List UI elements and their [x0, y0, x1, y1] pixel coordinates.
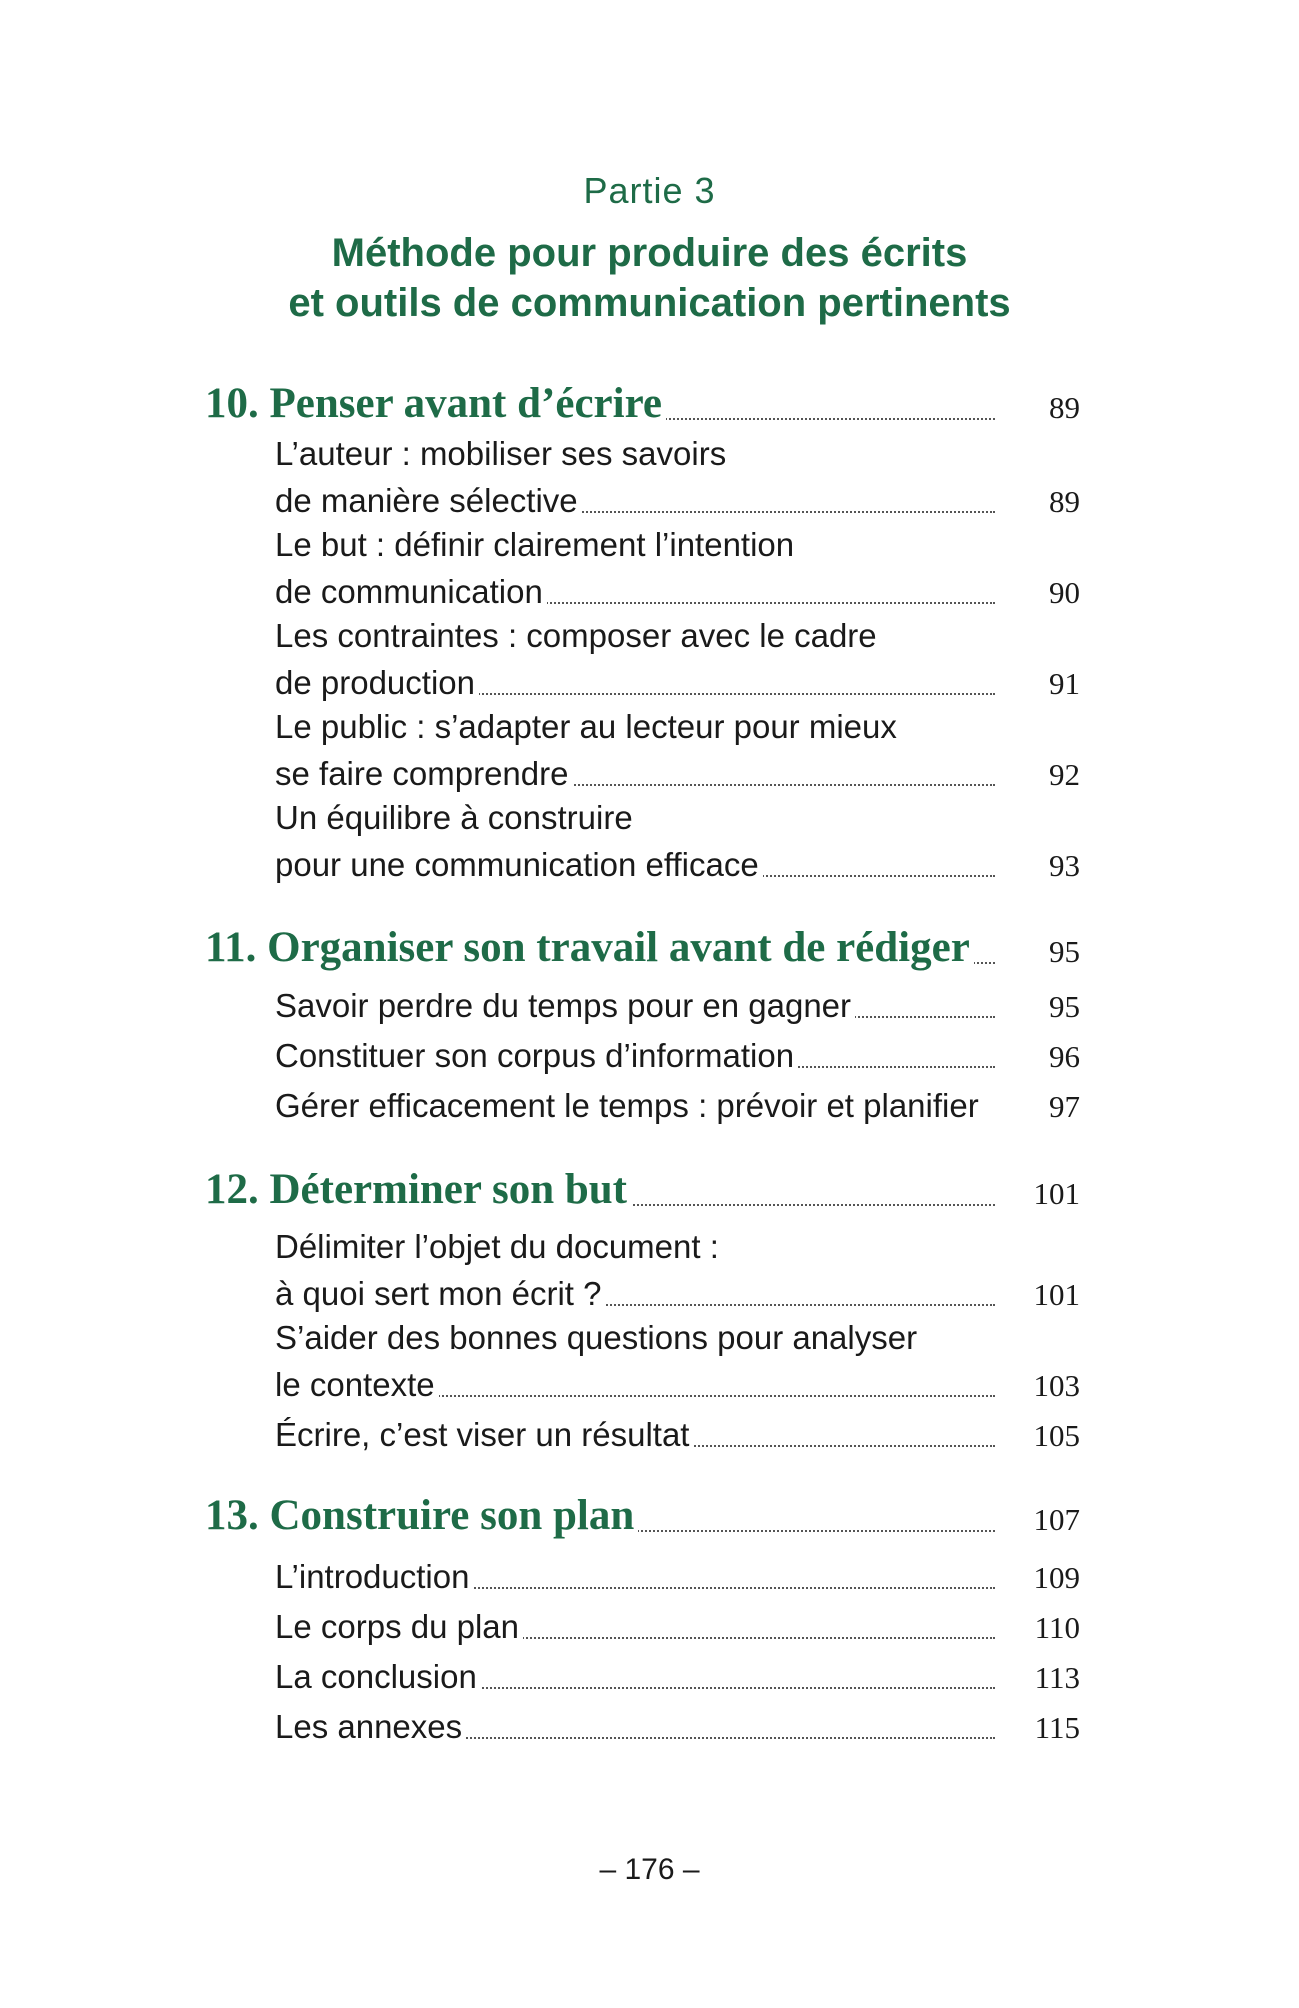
- entry-title-line-1: Délimiter l’objet du document :: [275, 1228, 719, 1265]
- entry-page-number: 93: [1049, 848, 1080, 883]
- toc-entry[interactable]: [275, 1654, 1080, 1696]
- entry-page-number: 97: [1049, 1089, 1080, 1124]
- entry-page-number: 110: [1034, 1610, 1080, 1645]
- chapter-page-number: 101: [1033, 1176, 1080, 1211]
- entry-page-number: 109: [1033, 1560, 1080, 1595]
- entry-title-line-1: S’aider des bonnes questions pour analyser: [275, 1319, 918, 1356]
- chapter-number: 10.: [205, 380, 259, 427]
- chapter-number: 13.: [205, 1492, 259, 1539]
- toc-entry[interactable]: [275, 1412, 1080, 1454]
- chapter-title: Déterminer son but: [269, 1166, 628, 1213]
- entry-page-number: 115: [1034, 1710, 1080, 1745]
- toc-entry[interactable]: [275, 983, 1080, 1025]
- entry-page-number: 95: [1049, 989, 1080, 1024]
- entry-page-number: 96: [1049, 1039, 1080, 1074]
- toc-entry[interactable]: [275, 1604, 1080, 1646]
- entry-title-line-1: Un équilibre à construire: [275, 799, 633, 836]
- chapter-number: 12.: [205, 1166, 259, 1213]
- chapter-13-heading[interactable]: [205, 1490, 1080, 1540]
- entry-page-number: 92: [1049, 757, 1080, 792]
- entry-page-number: 103: [1033, 1368, 1080, 1403]
- chapter-page-number: 89: [1049, 390, 1080, 425]
- toc-entry[interactable]: [275, 799, 1080, 884]
- toc-entry[interactable]: [275, 1704, 1080, 1746]
- entry-title-line-2: de communication: [275, 573, 547, 611]
- chapter-11-heading[interactable]: [205, 922, 1080, 972]
- toc-entry[interactable]: [275, 1554, 1080, 1596]
- chapter-page-number: 95: [1049, 934, 1080, 969]
- part-title-line-1: Méthode pour produire des écrits: [331, 231, 968, 275]
- entry-page-number: 90: [1049, 575, 1080, 610]
- chapter-10-heading[interactable]: [205, 378, 1080, 428]
- toc-entry[interactable]: [275, 1033, 1080, 1075]
- entry-page-number: 91: [1049, 666, 1080, 701]
- entry-title: L’introduction: [275, 1558, 473, 1596]
- entry-title-line-1: Le but : définir clairement l’intention: [275, 526, 795, 563]
- toc-entry[interactable]: [275, 1228, 1080, 1313]
- entry-page-number: 105: [1033, 1418, 1080, 1453]
- entry-title-line-2: se faire comprendre: [275, 755, 572, 793]
- part-title-line-2: et outils de communication pertinents: [288, 281, 1011, 325]
- chapter-title: Penser avant d’écrire: [269, 380, 662, 427]
- chapter-title: Organiser son travail avant de rédiger: [267, 924, 970, 971]
- toc-entry[interactable]: [275, 435, 1080, 520]
- entry-title-line-2: de production: [275, 664, 479, 702]
- entry-title: Les annexes: [275, 1708, 466, 1746]
- entry-title: Gérer efficacement le temps : prévoir et planifier: [275, 1087, 983, 1125]
- chapter-number: 11.: [205, 924, 257, 971]
- entry-title-line-1: Le public : s’adapter au lecteur pour mieux: [275, 708, 897, 745]
- entry-page-number: 113: [1034, 1660, 1080, 1695]
- entry-page-number: 101: [1033, 1277, 1080, 1312]
- entry-title-line-2: de manière sélective: [275, 482, 582, 520]
- chapter-page-number: 107: [1033, 1502, 1080, 1537]
- page-number-footer: – 176 –: [599, 1853, 700, 1886]
- entry-title-line-1: Les contraintes : composer avec le cadre: [275, 617, 877, 654]
- chapter-12-heading[interactable]: [205, 1164, 1080, 1214]
- entry-title-line-1: L’auteur : mobiliser ses savoirs: [275, 435, 727, 472]
- chapter-title: Construire son plan: [269, 1492, 635, 1539]
- entry-title-line-2: pour une communication efficace: [275, 846, 763, 884]
- toc-entry[interactable]: [275, 617, 1080, 702]
- entry-title: Constituer son corpus d’information: [275, 1037, 798, 1075]
- entry-title: Savoir perdre du temps pour en gagner: [275, 987, 855, 1025]
- entry-title-line-2: à quoi sert mon écrit ?: [275, 1275, 606, 1313]
- entry-title: La conclusion: [275, 1658, 481, 1696]
- toc-entry[interactable]: [275, 708, 1080, 793]
- entry-page-number: 89: [1049, 484, 1080, 519]
- entry-title-line-2: le contexte: [275, 1366, 439, 1404]
- toc-entry[interactable]: [275, 1083, 1080, 1125]
- entry-title: Le corps du plan: [275, 1608, 523, 1646]
- part-label: Partie 3: [583, 170, 716, 211]
- toc-entry[interactable]: [275, 526, 1080, 611]
- entry-title: Écrire, c’est viser un résultat: [275, 1416, 693, 1454]
- toc-entry[interactable]: [275, 1319, 1080, 1404]
